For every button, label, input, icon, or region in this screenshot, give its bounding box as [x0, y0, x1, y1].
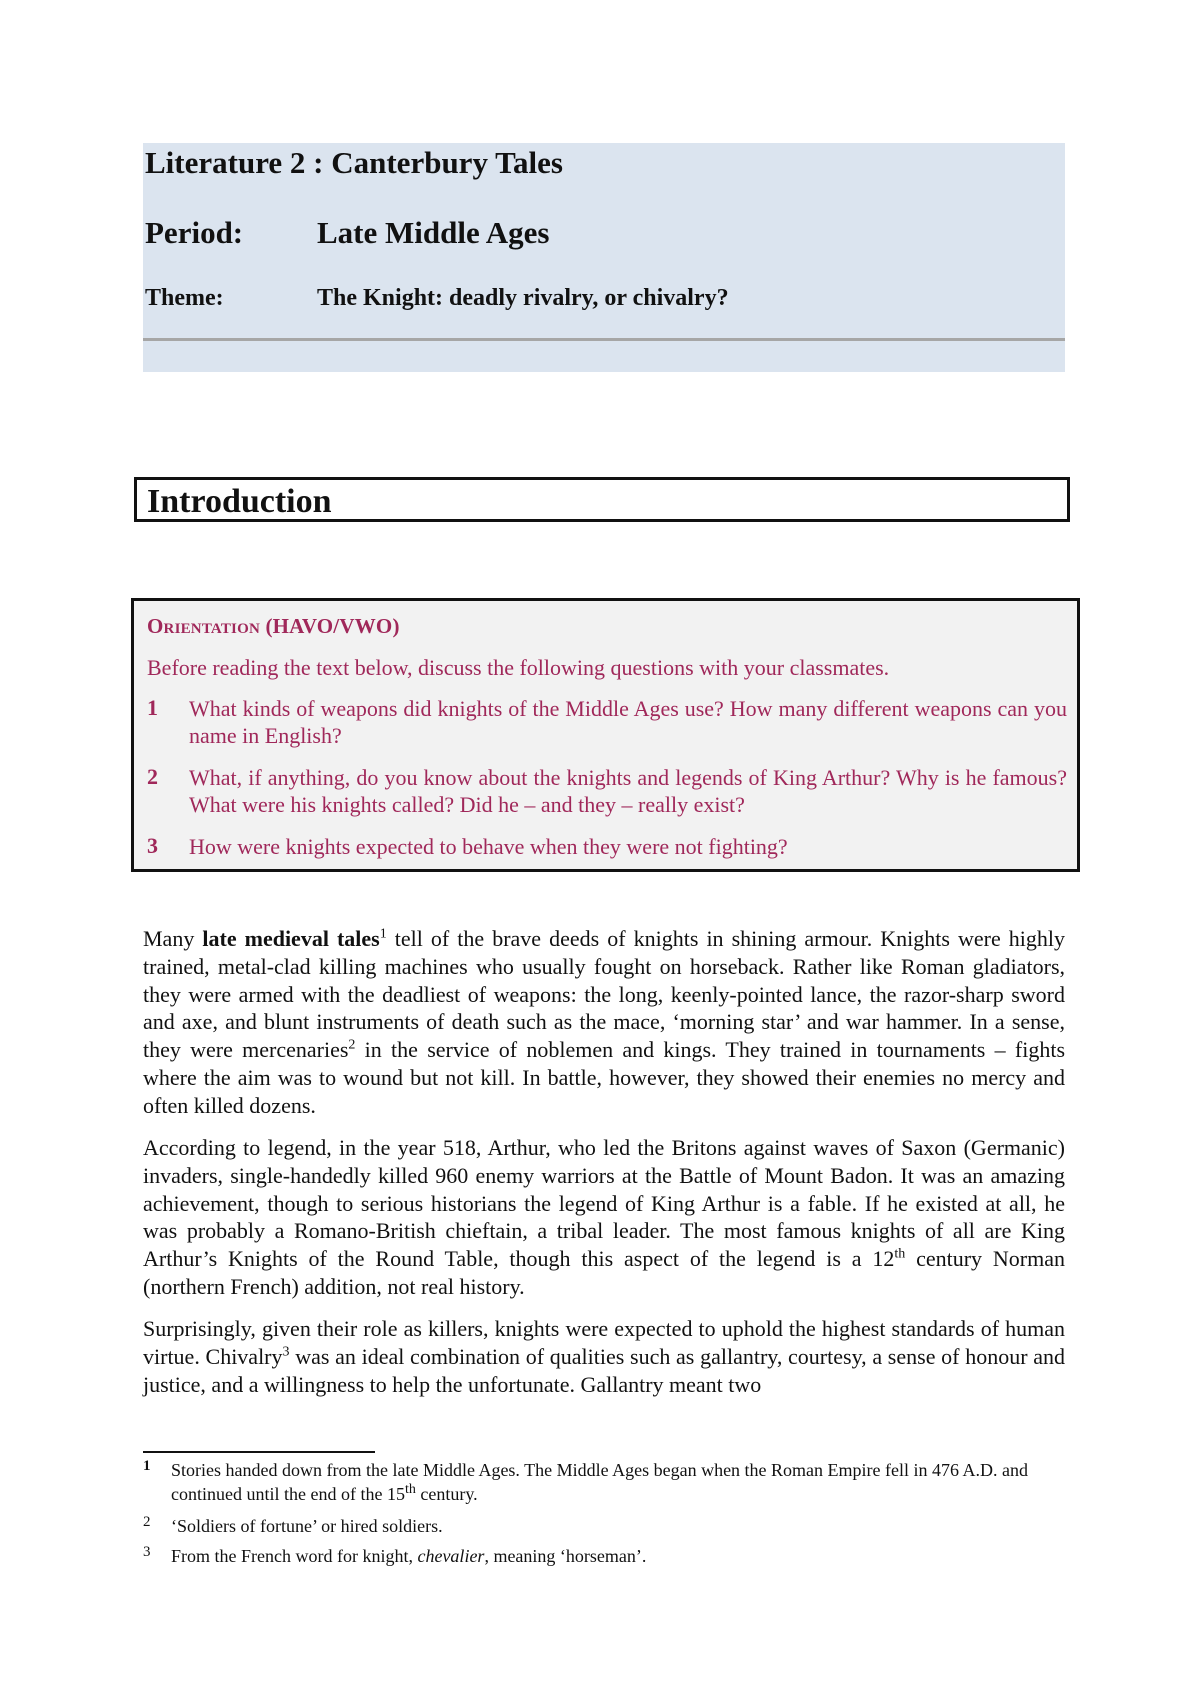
ordinal-suffix: th [404, 1482, 416, 1497]
footnote-number: 3 [143, 1544, 151, 1560]
footnote-2: ‘Soldiers of fortune’ or hired soldiers. [171, 1516, 443, 1536]
question-text: What, if anything, do you know about the knights and legends of King Arthur? Why is he famous? What were his knights called? Did he – and they – really exist? [189, 765, 1067, 817]
body-paragraph-1 [143, 925, 1065, 1120]
section-heading: Introduction [147, 483, 332, 520]
theme-value: The Knight: deadly rivalry, or chivalry? [317, 285, 729, 311]
text-run: century. [415, 1484, 478, 1504]
text-run: Stories handed down from the late Middle Ages. The Middle Ages began when the Roman Empire fell in 476 A.D. and continued until the end of the 15 [171, 1460, 1029, 1504]
header-divider [143, 338, 1065, 341]
footnote-separator [143, 1451, 375, 1453]
text-run: According to legend, in the year 518, Arthur, who led the Britons against waves of Saxon (Germanic) invaders, single-handedly killed 960 enemy warriors at the Battle of Mount Badon. It was an amazing achievement, though to serious historians the legend of King Arthur is a fable. If he existed at all, he was probably a Romano-British chieftain, a tribal leader. The most famous knights of all are King Arthur’s Knights of the Round Table, though this aspect of the legend is a 12 [143, 1135, 1065, 1272]
period-label: Period: [145, 215, 244, 250]
question-number: 1 [147, 695, 158, 720]
text-run: in the service of noblemen and kings. They trained in tournaments – fights where the aim was to wound but not kill. In battle, however, they showed their enemies no mercy and often killed dozens. [143, 1037, 1066, 1118]
text-run: , meaning ‘horseman’. [484, 1546, 647, 1566]
text-run: tell of the brave deeds of knights in shining armour. Knights were highly trained, metal-clad killing machines who usually fought on horseback. Rather like Roman gladiators, they were armed with the deadliest of weapons: the long, keenly-pointed lance, the razor-sharp sword and axe, and blunt instruments of death such as the mace, ‘morning star’ and war hammer. In a sense, they were mercenaries [143, 926, 1066, 1063]
question-text: What kinds of weapons did knights of the Middle Ages use? How many different weapons can you name in English? [189, 696, 1067, 748]
orientation-box [131, 598, 1080, 872]
header-block [143, 143, 1065, 372]
question-number: 3 [147, 833, 158, 858]
orientation-intro: Before reading the text below, discuss the following questions with your classmates. [147, 655, 890, 680]
body-paragraph-2 [143, 1134, 1065, 1301]
footnote-1 [171, 1458, 1065, 1506]
footnote-ref: 2 [348, 1037, 356, 1053]
footnote-3 [171, 1544, 1065, 1568]
body-paragraph-3 [143, 1315, 1065, 1398]
key-term: late medieval tales [202, 926, 380, 951]
text-run: From the French word for knight, [171, 1546, 418, 1566]
document-title: Literature 2 : Canterbury Tales [145, 145, 563, 180]
footnote-number: 2 [143, 1514, 151, 1530]
footnote-ref: 3 [282, 1344, 290, 1360]
period-value: Late Middle Ages [317, 215, 550, 250]
ordinal-suffix: th [894, 1246, 906, 1262]
footnote-ref: 1 [379, 926, 387, 942]
theme-label: Theme: [145, 285, 224, 311]
italic-term: chevalier [417, 1546, 485, 1566]
section-heading-box [134, 477, 1070, 522]
orientation-title: Orientation (HAVO/VWO) [147, 614, 400, 638]
footnote-number: 1 [143, 1458, 151, 1474]
question-text: How were knights expected to behave when they were not fighting? [189, 834, 788, 859]
question-number: 2 [147, 764, 158, 789]
text-run: Many [143, 926, 203, 951]
text-run: Surprisingly, given their role as killers, knights were expected to uphold the highest standards of human virtue. Chivalry [143, 1316, 1065, 1369]
text-run: century Norman (northern French) addition, not real history. [143, 1246, 1065, 1299]
text-run: was an ideal combination of qualities such as gallantry, courtesy, a sense of honour and justice, and a willingness to help the unfortunate. Gallantry meant two [143, 1343, 1065, 1397]
